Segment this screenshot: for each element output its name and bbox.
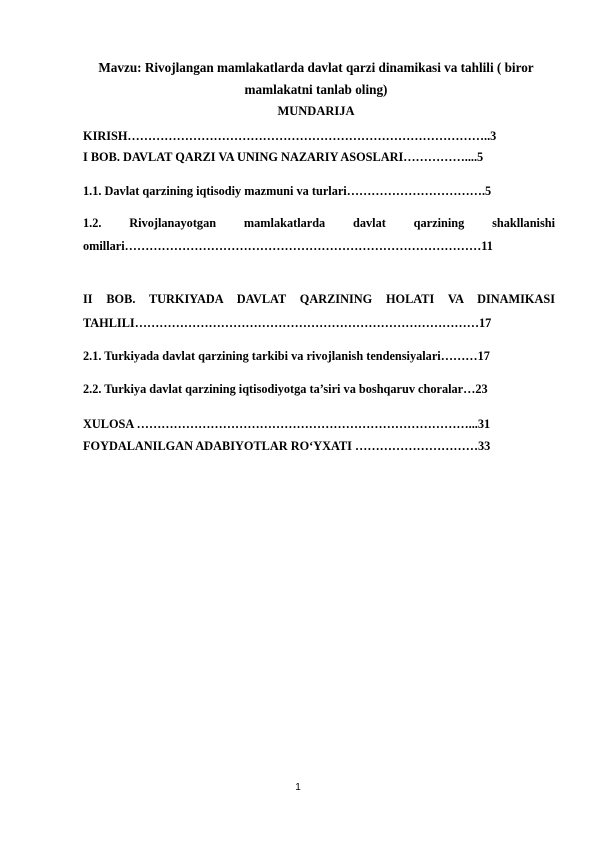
document-title-line2: mamlakatni tanlab oling) xyxy=(244,82,388,97)
toc-entry-section-1-1: 1.1. Davlat qarzining iqtisodiy mazmuni va turlari…………………………….5 xyxy=(83,184,492,198)
toc-entry-section-1-2-line1: 1.2. Rivojlanayotgan mamlakatlarda davlat qarzining shakllanishi xyxy=(83,216,555,230)
toc-entry-chapter-1: I BOB. DAVLAT QARZI VA UNING NAZARIY ASOSLARI……………....5 xyxy=(83,150,484,164)
toc-entry-xulosa: XULOSA ………………………………………………………………………...31 xyxy=(83,417,491,431)
toc-entry-chapter-2-line1: II BOB. TURKIYADA DAVLAT QARZINING HOLATI VA DINAMIKASI xyxy=(83,292,555,306)
toc-entry-section-2-2: 2.2. Turkiya davlat qarzining iqtisodiyotga ta’siri va boshqaruv choralar…23 xyxy=(83,382,488,396)
document-title-line1: Mavzu: Rivojlangan mamlakatlarda davlat qarzi dinamikasi va tahlili ( biror xyxy=(98,60,534,75)
toc-heading: MUNDARIJA xyxy=(277,104,355,118)
toc-entry-chapter-2-line2: TAHLILI…………………………………………………………………………17 xyxy=(83,316,492,330)
toc-entry-section-2-1: 2.1. Turkiyada davlat qarzining tarkibi va rivojlanish tendensiyalari………17 xyxy=(83,349,490,363)
toc-entry-section-1-2-line2: omillari……………………………………………………………………………11 xyxy=(83,239,493,253)
toc-entry-bibliography: FOYDALANILGAN ADABIYOTLAR RO‘YXATI …………………………33 xyxy=(83,439,491,453)
toc-entry-kirish: KIRISH……………………………………………………………………………..3 xyxy=(83,129,497,143)
page-number: 1 xyxy=(295,782,301,793)
